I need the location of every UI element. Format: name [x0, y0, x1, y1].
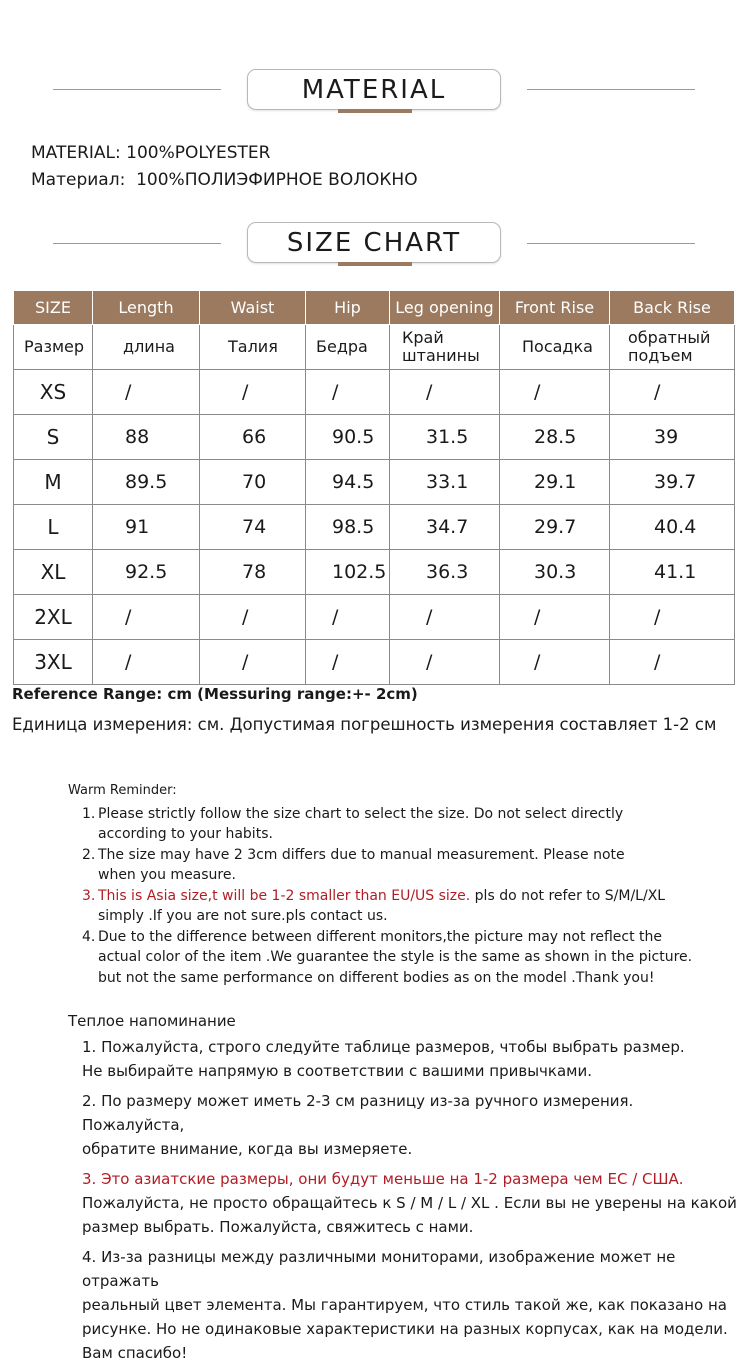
header-hip: Hip [306, 291, 390, 325]
item-number: 2. [82, 846, 96, 863]
item-text: pls do not refer to S/M/L/XL [470, 887, 666, 904]
warm-reminder-title: Warm Reminder: [68, 783, 177, 798]
cell-back-rise: 41.1 [610, 550, 735, 595]
cell-leg-opening: 33.1 [390, 460, 500, 505]
table-row [14, 595, 735, 640]
warm-reminder [68, 781, 728, 988]
header-ru-front-rise: Посадка [500, 325, 610, 370]
table-row [14, 550, 735, 595]
cell-front-rise: 29.7 [500, 505, 610, 550]
header-ru-length: длина [93, 325, 200, 370]
table-row [14, 640, 735, 685]
row-size: 3XL [14, 640, 93, 685]
list-item [82, 886, 728, 927]
row-size: L [14, 505, 93, 550]
item-number: 1. [82, 805, 96, 822]
cell-back-rise: 39.7 [610, 460, 735, 505]
banner-accent [338, 262, 412, 266]
cell-waist: / [200, 370, 306, 415]
material-value-ru: 100%ПОЛИЭФИРНОЕ ВОЛОКНО [136, 170, 418, 190]
list-item [82, 1089, 738, 1161]
cell-hip: 94.5 [306, 460, 390, 505]
divider-left [53, 89, 221, 90]
header-ru-back-rise: обратный подъем [610, 325, 735, 370]
material-line-ru [31, 170, 418, 190]
item-text: Пожалуйста, не просто обращайтесь к S / M / L / XL . Если вы не уверены на какой [82, 1194, 737, 1212]
divider-right [527, 243, 695, 244]
cell-waist: / [200, 595, 306, 640]
header-waist: Waist [200, 291, 306, 325]
header-size: SIZE [14, 291, 93, 325]
table-row [14, 460, 735, 505]
warm-reminder-ru-title: Теплое напоминание [68, 1012, 236, 1030]
cell-length: 89.5 [93, 460, 200, 505]
item-text: Вам спасибо! [82, 1344, 188, 1362]
cell-waist: 74 [200, 505, 306, 550]
item-warning-text: 3. Это азиатские размеры, они будут меньше на 1-2 размера чем ЕС / США. [82, 1170, 684, 1188]
header-ru-hip: Бедра [306, 325, 390, 370]
table-row [14, 415, 735, 460]
row-size: M [14, 460, 93, 505]
row-size: XL [14, 550, 93, 595]
item-text: реальный цвет элемента. Мы гарантируем, что стиль такой же, как показано на [82, 1296, 727, 1314]
cell-front-rise: 30.3 [500, 550, 610, 595]
cell-back-rise: 40.4 [610, 505, 735, 550]
cell-waist: 70 [200, 460, 306, 505]
cell-length: 88 [93, 415, 200, 460]
cell-hip: / [306, 370, 390, 415]
warm-reminder-ru [68, 1009, 738, 1371]
cell-length: 92.5 [93, 550, 200, 595]
material-label-ru: Материал: [31, 170, 126, 190]
cell-length: / [93, 370, 200, 415]
reference-range-note: Reference Range: cm (Messuring range:+- 2cm) [12, 685, 418, 703]
cell-front-rise: / [500, 370, 610, 415]
item-text: simply .If you are not sure.pls contact us. [98, 908, 388, 924]
item-text: 4. Из-за разницы между различными мониторами, изображение может не отражать [82, 1248, 676, 1290]
table-row [14, 505, 735, 550]
cell-waist: / [200, 640, 306, 685]
header-ru-size: Размер [14, 325, 93, 370]
cell-waist: 78 [200, 550, 306, 595]
cell-back-rise: 39 [610, 415, 735, 460]
material-line-en [31, 143, 270, 163]
material-value-en: 100%POLYESTER [126, 143, 271, 163]
list-item [82, 1245, 738, 1365]
cell-leg-opening: / [390, 640, 500, 685]
header-back-rise: Back Rise [610, 291, 735, 325]
cell-front-rise: 29.1 [500, 460, 610, 505]
cell-front-rise: 28.5 [500, 415, 610, 460]
cell-back-rise: / [610, 640, 735, 685]
item-text: actual color of the item .We guarantee the style is the same as shown in the picture. [98, 949, 693, 965]
material-title: MATERIAL [301, 74, 447, 105]
item-text: according to your habits. [98, 826, 273, 842]
list-item [82, 845, 728, 886]
cell-hip: / [306, 595, 390, 640]
item-number: 4. [82, 928, 96, 945]
list-item [82, 927, 728, 989]
cell-leg-opening: / [390, 370, 500, 415]
item-text: 1. Пожалуйста, строго следуйте таблице размеров, чтобы выбрать размер. [82, 1038, 685, 1056]
cell-back-rise: / [610, 370, 735, 415]
item-text: when you measure. [98, 867, 236, 883]
table-header-row [14, 291, 735, 325]
item-number: 3. [82, 887, 96, 904]
cell-hip: 98.5 [306, 505, 390, 550]
table-header-ru-row [14, 325, 735, 370]
item-text: обратите внимание, когда вы измеряете. [82, 1140, 413, 1158]
cell-front-rise: / [500, 595, 610, 640]
divider-left [53, 243, 221, 244]
item-text: размер выбрать. Пожалуйста, свяжитесь с нами. [82, 1218, 474, 1236]
cell-leg-opening: / [390, 595, 500, 640]
header-length: Length [93, 291, 200, 325]
divider-right [527, 89, 695, 90]
item-text: рисунке. Но не одинаковые характеристики на разных корпусах, как на модели. [82, 1320, 728, 1338]
item-text: The size may have 2 3cm differs due to manual measurement. Please note [98, 846, 625, 863]
cell-hip: 90.5 [306, 415, 390, 460]
item-text: Не выбирайте напрямую в соответствии с вашими привычками. [82, 1062, 592, 1080]
item-text: Please strictly follow the size chart to select the size. Do not select directly [98, 805, 624, 822]
list-item [82, 1035, 738, 1083]
item-text: Due to the difference between different monitors,the picture may not reflect the [98, 928, 663, 945]
material-banner [247, 69, 501, 110]
header-front-rise: Front Rise [500, 291, 610, 325]
size-chart-title: SIZE CHART [286, 227, 462, 258]
cell-hip: 102.5 [306, 550, 390, 595]
header-ru-waist: Талия [200, 325, 306, 370]
material-label-en: MATERIAL: [31, 143, 121, 163]
header-ru-leg-opening: Край штанины [390, 325, 500, 370]
cell-back-rise: / [610, 595, 735, 640]
table-row [14, 370, 735, 415]
cell-waist: 66 [200, 415, 306, 460]
row-size: 2XL [14, 595, 93, 640]
size-chart-banner [247, 222, 501, 263]
row-size: XS [14, 370, 93, 415]
cell-length: / [93, 640, 200, 685]
cell-leg-opening: 36.3 [390, 550, 500, 595]
reference-range-note-ru: Единица измерения: см. Допустимая погрешность измерения составляет 1-2 см [12, 715, 717, 734]
list-item [82, 804, 728, 845]
item-text: 2. По размеру может иметь 2-3 см разницу из-за ручного измерения. Пожалуйста, [82, 1092, 634, 1134]
header-leg-opening: Leg opening [390, 291, 500, 325]
size-table [13, 290, 735, 685]
banner-accent [338, 109, 412, 113]
cell-leg-opening: 34.7 [390, 505, 500, 550]
item-warning-text: This is Asia size,t will be 1-2 smaller than EU/US size. [98, 887, 471, 904]
row-size: S [14, 415, 93, 460]
cell-length: / [93, 595, 200, 640]
list-item [82, 1167, 738, 1239]
cell-length: 91 [93, 505, 200, 550]
item-text: but not the same performance on different bodies as on the model .Thank you! [98, 969, 655, 986]
cell-leg-opening: 31.5 [390, 415, 500, 460]
cell-hip: / [306, 640, 390, 685]
cell-front-rise: / [500, 640, 610, 685]
